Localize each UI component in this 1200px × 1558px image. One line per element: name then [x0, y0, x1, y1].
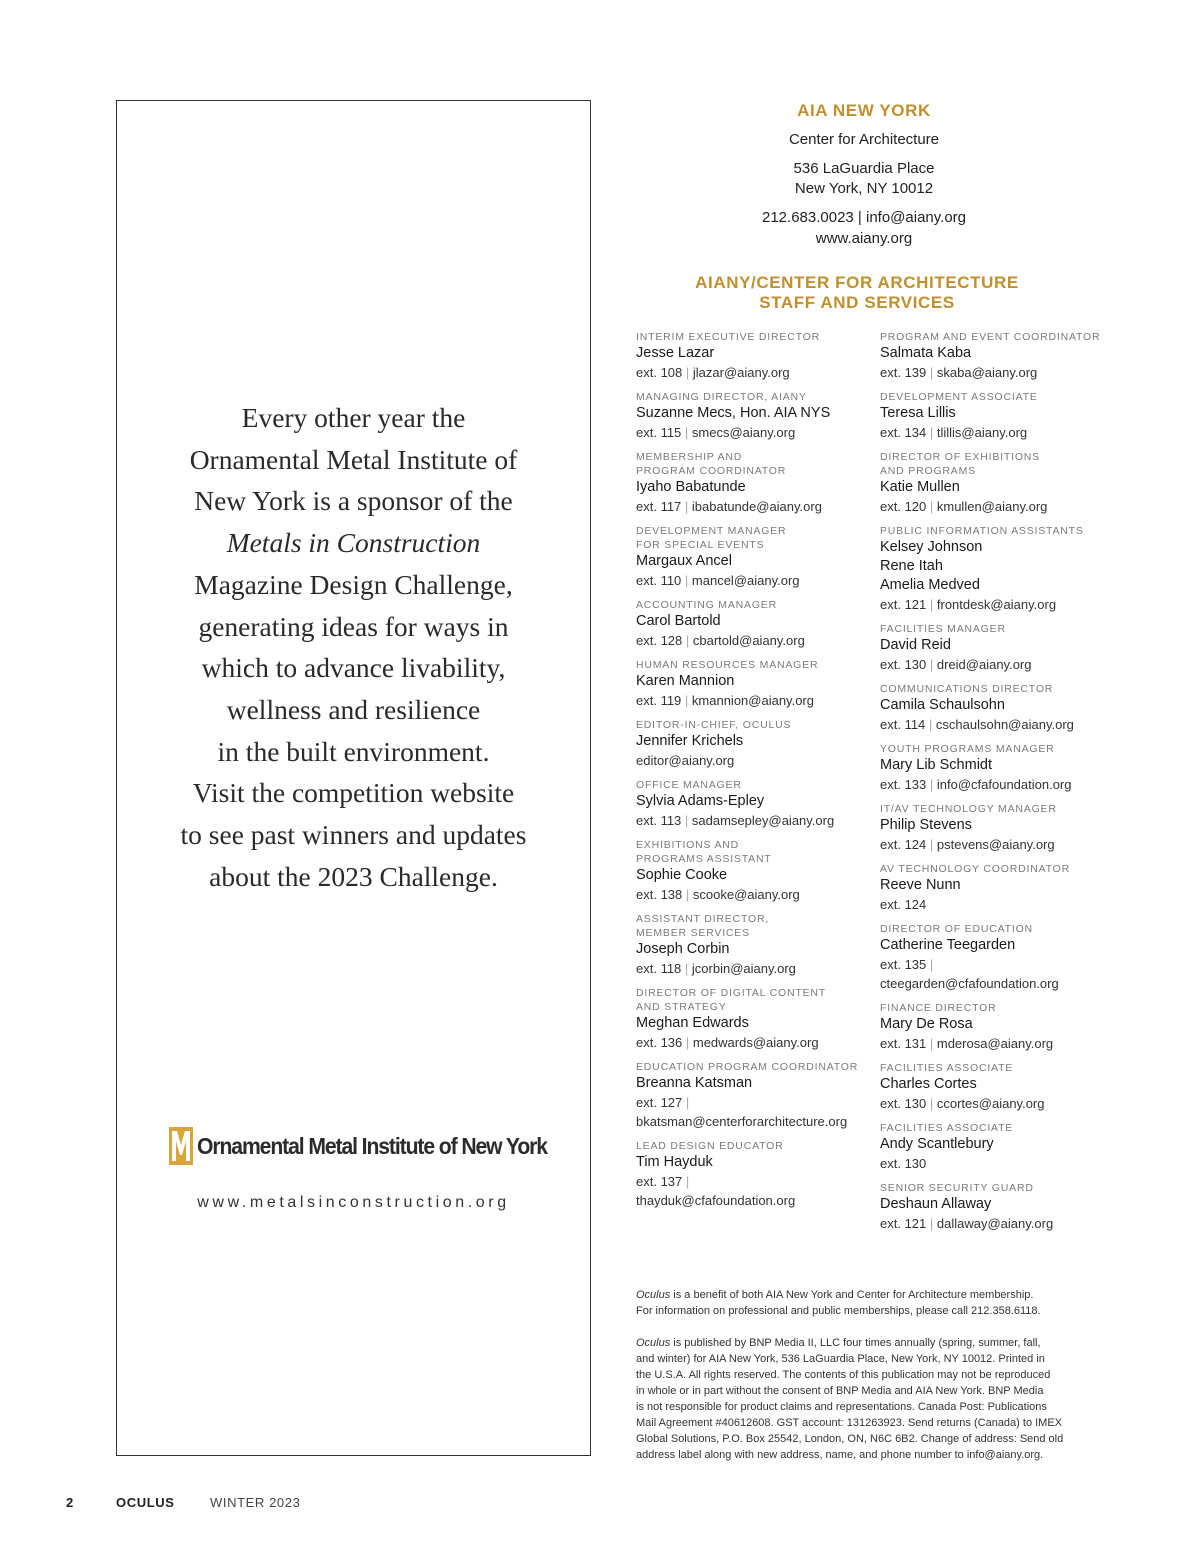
- staff-entry: [636, 450, 866, 516]
- staff-name: Jesse Lazar: [636, 345, 715, 361]
- staff-contact: [636, 571, 866, 590]
- staff-role: DIRECTOR OF DIGITAL CONTENT: [636, 987, 826, 999]
- fine-print-text: is a benefit of both AIA New York and Center for Architecture membership.: [670, 1289, 1034, 1301]
- staff-contact: [636, 1033, 866, 1052]
- staff-role: EDUCATION PROGRAM COORDINATOR: [636, 1061, 859, 1073]
- staff-name: Iyaho Babatunde: [636, 479, 746, 495]
- staff-extension: ext. 137: [636, 1174, 683, 1189]
- staff-extension: ext. 114: [880, 717, 926, 732]
- staff-name: Sylvia Adams-Epley: [636, 793, 765, 809]
- staff-contact: [636, 1093, 866, 1131]
- ad-copy-line: Every other year the: [241, 402, 466, 433]
- ad-copy-line: wellness and resilience: [226, 693, 481, 725]
- separator: |: [682, 1035, 693, 1050]
- staff-role: PROGRAMS ASSISTANT: [636, 853, 772, 865]
- staff-entry: [880, 1061, 1110, 1113]
- page-number: 2: [66, 1495, 74, 1510]
- staff-name: Karen Mannion: [636, 673, 735, 689]
- staff-email-link[interactable]: ccortes@aiany.org: [936, 1096, 1045, 1111]
- ad-copy-line: New York is a sponsor of the: [194, 485, 513, 517]
- sponsor-ad-box: [116, 100, 591, 1456]
- staff-name: Rene Itah: [880, 558, 943, 574]
- fine-print-text: is published by BNP Media II, LLC four times annually (spring, summer, fall,: [670, 1337, 1041, 1349]
- fine-print-line: For information on professional and public memberships, please call 212.358.6118.: [636, 1305, 1041, 1317]
- staff-contact: [880, 955, 1110, 993]
- staff-entry: [880, 682, 1110, 734]
- separator: |: [926, 657, 937, 672]
- staff-role: ASSISTANT DIRECTOR,: [636, 913, 770, 925]
- staff-extension: ext. 113: [636, 813, 682, 828]
- issue-label: WINTER 2023: [210, 1495, 301, 1510]
- org-center-name: Center for Architecture: [788, 131, 940, 148]
- staff-role: FACILITIES ASSOCIATE: [880, 1122, 1014, 1134]
- staff-extension: ext. 121: [880, 1216, 927, 1231]
- staff-entry: [636, 598, 866, 650]
- separator: |: [682, 887, 693, 902]
- staff-role: YOUTH PROGRAMS MANAGER: [880, 743, 1055, 755]
- staff-email-link[interactable]: cbartold@aiany.org: [692, 633, 805, 648]
- staff-extension: ext. 119: [636, 693, 682, 708]
- staff-role: AV TECHNOLOGY COORDINATOR: [880, 863, 1070, 875]
- staff-extension: ext. 124: [880, 837, 927, 852]
- staff-contact: [636, 631, 866, 650]
- staff-column-right: [880, 330, 1110, 1241]
- staff-entry: [880, 622, 1110, 674]
- staff-entry: [636, 838, 866, 904]
- staff-entry: [880, 524, 1110, 614]
- staff-column-left: [636, 330, 866, 1218]
- separator: |: [926, 1216, 937, 1231]
- staff-name: Carol Bartold: [636, 613, 721, 629]
- staff-role: SENIOR SECURITY GUARD: [880, 1182, 1034, 1194]
- ad-website-url[interactable]: www.metalsinconstruction.org: [197, 1194, 510, 1211]
- staff-contact: [636, 691, 866, 710]
- separator: |: [681, 425, 692, 440]
- staff-email-link[interactable]: bkatsman@centerforarchitecture.org: [636, 1114, 848, 1129]
- staff-name: Tim Hayduk: [636, 1154, 713, 1170]
- staff-name: Salmata Kaba: [880, 345, 972, 361]
- staff-extension: ext. 130: [880, 1156, 927, 1171]
- staff-email-link[interactable]: scooke@aiany.org: [692, 887, 800, 902]
- staff-extension: ext. 136: [636, 1035, 683, 1050]
- separator: |: [681, 961, 692, 976]
- ad-copy-line: Metals in Construction: [226, 527, 481, 559]
- staff-email-link[interactable]: sadamsepley@aiany.org: [691, 813, 835, 828]
- publisher-note: [636, 1335, 1098, 1463]
- staff-entry: [880, 802, 1110, 854]
- staff-role: AND STRATEGY: [636, 1001, 727, 1013]
- staff-contact: [636, 1172, 866, 1210]
- staff-name: Sophie Cooke: [636, 867, 728, 883]
- staff-extension: ext. 135: [880, 957, 927, 972]
- staff-email-link[interactable]: cteegarden@cfafoundation.org: [880, 976, 1059, 991]
- staff-role: DEVELOPMENT ASSOCIATE: [880, 391, 1038, 403]
- org-title: AIA NEW YORK: [797, 101, 931, 120]
- staff-entry: [636, 658, 866, 710]
- staff-email-link[interactable]: jlazar@aiany.org: [692, 365, 790, 380]
- publication-name: Oculus: [636, 1289, 671, 1301]
- staff-name: Katie Mullen: [880, 479, 960, 495]
- staff-contact: [880, 1034, 1110, 1053]
- staff-role: ACCOUNTING MANAGER: [636, 599, 777, 611]
- staff-extension: ext. 127: [636, 1095, 683, 1110]
- separator: |: [926, 837, 937, 852]
- staff-name: Mary Lib Schmidt: [880, 757, 993, 773]
- magazine-name: OCULUS: [116, 1495, 175, 1510]
- staff-name: Deshaun Allaway: [880, 1196, 992, 1212]
- staff-role: PROGRAM AND EVENT COORDINATOR: [880, 331, 1101, 343]
- staff-extension: ext. 139: [880, 365, 927, 380]
- staff-name: Joseph Corbin: [636, 941, 730, 957]
- staff-entry: [880, 742, 1110, 794]
- staff-entry: [636, 986, 866, 1052]
- separator: |: [926, 957, 934, 972]
- staff-extension: ext. 131: [880, 1036, 927, 1051]
- staff-role: COMMUNICATIONS DIRECTOR: [880, 683, 1054, 695]
- fine-print-line: [636, 1335, 1098, 1351]
- separator: |: [926, 425, 937, 440]
- separator: |: [926, 597, 937, 612]
- staff-name: Amelia Medved: [880, 577, 980, 593]
- staff-contact: [880, 1094, 1110, 1113]
- staff-entry: [880, 450, 1110, 516]
- staff-entry: [880, 1121, 1110, 1173]
- staff-extension: ext. 130: [880, 657, 927, 672]
- staff-email-link[interactable]: mancel@aiany.org: [691, 573, 800, 588]
- staff-email-link[interactable]: info@cfafoundation.org: [936, 777, 1072, 792]
- staff-name: Andy Scantlebury: [880, 1136, 994, 1152]
- staff-role: MEMBERSHIP AND: [636, 451, 743, 463]
- staff-role: LEAD DESIGN EDUCATOR: [636, 1140, 784, 1152]
- staff-entry: [880, 390, 1110, 442]
- staff-name: Charles Cortes: [880, 1076, 977, 1092]
- ad-copy: [117, 397, 590, 897]
- staff-email-link[interactable]: smecs@aiany.org: [691, 425, 796, 440]
- separator: |: [681, 573, 692, 588]
- staff-entry: [636, 718, 866, 770]
- separator: |: [681, 499, 692, 514]
- staff-entry: [880, 862, 1110, 914]
- fine-print-line: in whole or in part without the consent of BNP Media and AIA New York. BNP Media: [636, 1385, 1044, 1397]
- staff-entry: [636, 524, 866, 590]
- ad-copy-line: Visit the competition website: [192, 777, 515, 809]
- staff-entry: [636, 1060, 866, 1131]
- fine-print-line: and winter) for AIA New York, 536 LaGuardia Place, New York, NY 10012. Printed in: [636, 1353, 1045, 1365]
- separator: |: [926, 1096, 937, 1111]
- staff-email-link[interactable]: frontdesk@aiany.org: [936, 597, 1057, 612]
- separator: |: [926, 499, 937, 514]
- staff-extension: ext. 108: [636, 365, 683, 380]
- staff-entry: [880, 922, 1110, 993]
- ad-copy-line: Ornamental Metal Institute of: [189, 443, 518, 475]
- staff-role: FOR SPECIAL EVENTS: [636, 539, 765, 551]
- fine-print-line: [636, 1287, 1098, 1303]
- separator: |: [926, 365, 937, 380]
- staff-contact: [880, 775, 1110, 794]
- staff-entry: [636, 390, 866, 442]
- staff-contact: [880, 835, 1110, 854]
- staff-name: Catherine Teegarden: [880, 937, 1016, 953]
- staff-email-link[interactable]: dallaway@aiany.org: [936, 1216, 1054, 1231]
- staff-role: PROGRAM COORDINATOR: [636, 465, 787, 477]
- staff-name: Breanna Katsman: [636, 1075, 753, 1091]
- staff-extension: ext. 138: [636, 887, 683, 902]
- staff-entry: [880, 330, 1110, 382]
- staff-contact: [880, 363, 1110, 382]
- ad-copy-line: in the built environment.: [217, 735, 490, 767]
- staff-role: PUBLIC INFORMATION ASSISTANTS: [880, 525, 1084, 537]
- org-website[interactable]: www.aiany.org: [815, 230, 913, 247]
- staff-role: DEVELOPMENT MANAGER: [636, 525, 787, 537]
- staff-email-link[interactable]: thayduk@cfafoundation.org: [636, 1193, 796, 1208]
- separator: |: [682, 1174, 690, 1189]
- omi-logo-mark-icon: [169, 1127, 193, 1165]
- staff-email-link[interactable]: ibabatunde@aiany.org: [691, 499, 822, 514]
- fine-print-line: the U.S.A. All rights reserved. The contents of this publication may not be reproduced: [636, 1369, 1051, 1381]
- staff-email-link[interactable]: dreid@aiany.org: [936, 657, 1032, 672]
- staff-title-line2: STAFF AND SERVICES: [759, 293, 955, 312]
- staff-role: DIRECTOR OF EXHIBITIONS: [880, 451, 1040, 463]
- separator: |: [681, 693, 692, 708]
- separator: |: [926, 777, 937, 792]
- ad-copy-line: Magazine Design Challenge,: [194, 568, 513, 600]
- staff-contact: [636, 497, 866, 516]
- ad-copy-line: about the 2023 Challenge.: [209, 860, 498, 892]
- fine-print-line: is not responsible for product claims and representations. Canada Post: Publications: [636, 1401, 1047, 1413]
- separator: |: [926, 1036, 937, 1051]
- staff-name: Jennifer Krichels: [636, 733, 744, 749]
- staff-contact: [880, 715, 1110, 734]
- staff-email-link[interactable]: kmullen@aiany.org: [936, 499, 1048, 514]
- staff-contact: [880, 655, 1110, 674]
- staff-name: Kelsey Johnson: [880, 539, 983, 555]
- staff-email-link[interactable]: skaba@aiany.org: [936, 365, 1038, 380]
- staff-name: Mary De Rosa: [880, 1016, 973, 1032]
- ad-copy-line: which to advance livability,: [201, 652, 506, 684]
- staff-contact: [636, 363, 866, 382]
- staff-extension: ext. 117: [636, 499, 682, 514]
- staff-name: Reeve Nunn: [880, 877, 961, 893]
- staff-name: Teresa Lillis: [880, 405, 956, 421]
- staff-role: OFFICE MANAGER: [636, 779, 742, 791]
- separator: |: [682, 1095, 690, 1110]
- staff-email-link[interactable]: jcorbin@aiany.org: [691, 961, 796, 976]
- staff-contact: [636, 751, 866, 770]
- staff-email-link[interactable]: tlillis@aiany.org: [936, 425, 1028, 440]
- staff-role: FACILITIES MANAGER: [880, 623, 1006, 635]
- staff-entry: [636, 778, 866, 830]
- omi-logo-text: Ornamental Metal Institute of New York: [197, 1132, 547, 1159]
- staff-extension: ext. 124: [880, 897, 927, 912]
- staff-contact: [880, 1214, 1110, 1233]
- omi-logo: [169, 1126, 577, 1166]
- staff-role: INTERIM EXECUTIVE DIRECTOR: [636, 331, 820, 343]
- staff-entry: [636, 912, 866, 978]
- staff-role: FINANCE DIRECTOR: [880, 1002, 997, 1014]
- staff-name: Camila Schaulsohn: [880, 697, 1005, 713]
- staff-role: FACILITIES ASSOCIATE: [880, 1062, 1014, 1074]
- org-address-line2: New York, NY 10012: [794, 180, 934, 197]
- separator: |: [682, 633, 693, 648]
- staff-contact: [880, 497, 1110, 516]
- staff-extension: ext. 121: [880, 597, 927, 612]
- ad-copy-line: to see past winners and updates: [180, 819, 527, 851]
- staff-contact: [636, 811, 866, 830]
- staff-extension: ext. 133: [880, 777, 927, 792]
- staff-extension: ext. 130: [880, 1096, 927, 1111]
- staff-role: HUMAN RESOURCES MANAGER: [636, 659, 819, 671]
- staff-extension: ext. 110: [636, 573, 682, 588]
- staff-contact: [636, 885, 866, 904]
- separator: |: [682, 365, 693, 380]
- staff-email-link[interactable]: mderosa@aiany.org: [936, 1036, 1054, 1051]
- staff-extension: ext. 115: [636, 425, 682, 440]
- staff-entry: [636, 330, 866, 382]
- staff-role: MEMBER SERVICES: [636, 927, 750, 939]
- staff-contact: [636, 959, 866, 978]
- staff-extension: ext. 134: [880, 425, 927, 440]
- staff-name: Philip Stevens: [880, 817, 972, 833]
- staff-name: David Reid: [880, 637, 951, 653]
- fine-print-line: Mail Agreement #40612608. GST account: 131263923. Send returns (Canada) to IMEX: [636, 1417, 1063, 1429]
- staff-extension: ext. 128: [636, 633, 683, 648]
- separator: |: [681, 813, 692, 828]
- staff-role: IT/AV TECHNOLOGY MANAGER: [880, 803, 1057, 815]
- staff-contact: [636, 423, 866, 442]
- membership-note: [636, 1287, 1098, 1319]
- staff-contact: [880, 423, 1110, 442]
- staff-name: Meghan Edwards: [636, 1015, 749, 1031]
- org-phone-email: 212.683.0023 | info@aiany.org: [762, 209, 966, 226]
- staff-extension: ext. 118: [636, 961, 682, 976]
- staff-role: DIRECTOR OF EDUCATION: [880, 923, 1033, 935]
- ad-copy-line: generating ideas for ways in: [198, 610, 509, 642]
- publication-name: Oculus: [636, 1337, 671, 1349]
- staff-role: MANAGING DIRECTOR, AIANY: [636, 391, 807, 403]
- fine-print-line: address label along with new address, name, and phone number to info@aiany.org.: [636, 1449, 1044, 1461]
- staff-section-title: [634, 273, 1080, 313]
- staff-role: AND PROGRAMS: [880, 465, 976, 477]
- staff-email-link[interactable]: medwards@aiany.org: [692, 1035, 819, 1050]
- staff-email-link[interactable]: kmannion@aiany.org: [691, 693, 814, 708]
- staff-entry: [880, 1181, 1110, 1233]
- org-address-line1: 536 LaGuardia Place: [793, 160, 935, 177]
- staff-entry: [880, 1001, 1110, 1053]
- staff-email-link[interactable]: cschaulsohn@aiany.org: [935, 717, 1074, 732]
- staff-entry: [636, 1139, 866, 1210]
- staff-title-line1: AIANY/CENTER FOR ARCHITECTURE: [695, 273, 1019, 292]
- staff-email-link[interactable]: editor@aiany.org: [636, 753, 735, 768]
- fine-print-line: Global Solutions, P.O. Box 25542, London, ON, N6C 6B2. Change of address: Send old: [636, 1433, 1064, 1445]
- staff-contact: [880, 895, 1110, 914]
- staff-name: Margaux Ancel: [636, 553, 732, 569]
- staff-name: Suzanne Mecs, Hon. AIA NYS: [636, 405, 831, 421]
- staff-role: EDITOR-IN-CHIEF, OCULUS: [636, 719, 792, 731]
- staff-extension: ext. 120: [880, 499, 927, 514]
- staff-contact: [880, 595, 1110, 614]
- staff-email-link[interactable]: pstevens@aiany.org: [936, 837, 1055, 852]
- staff-role: EXHIBITIONS AND: [636, 839, 740, 851]
- separator: |: [925, 717, 936, 732]
- staff-contact: [880, 1154, 1110, 1173]
